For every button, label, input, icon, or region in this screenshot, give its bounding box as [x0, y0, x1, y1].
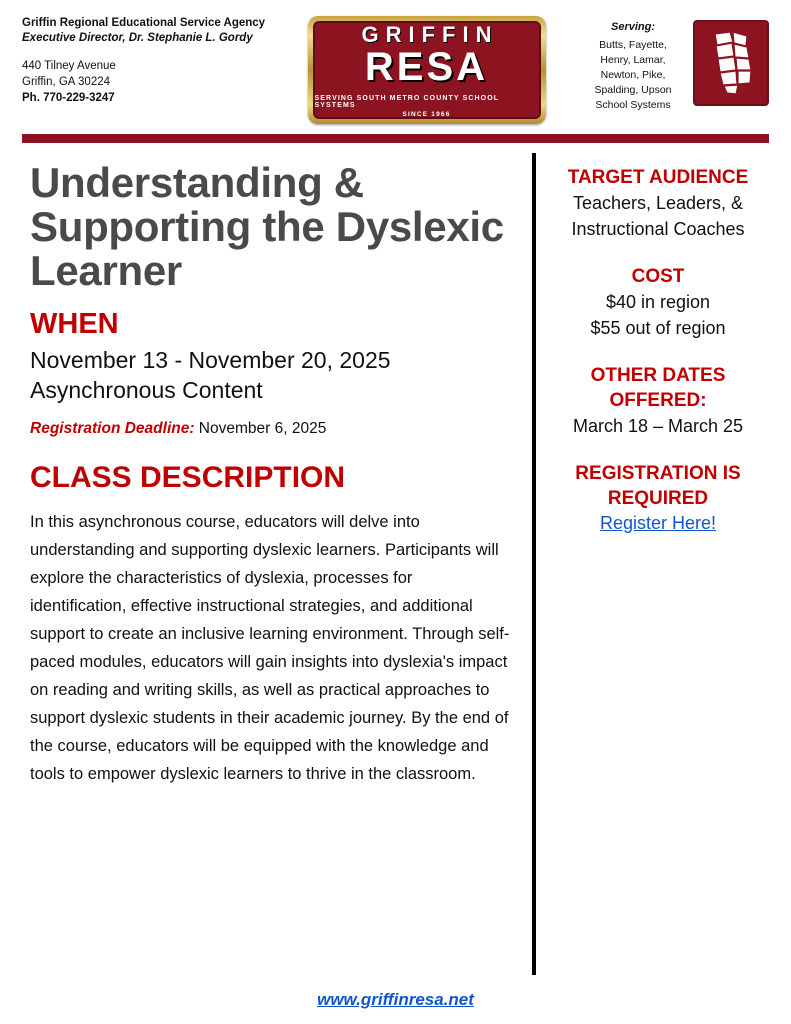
- serving-line: Butts, Fayette,: [599, 39, 667, 51]
- phone-number: Ph. 770-229-3247: [22, 92, 115, 104]
- page-header: [0, 0, 791, 130]
- logo-since-text: SINCE 1966: [402, 110, 451, 118]
- target-audience-text: Teachers, Leaders, & Instructional Coaches: [571, 193, 745, 239]
- logo-inner: [313, 21, 541, 119]
- cost-in-region: $40 in region: [605, 292, 711, 312]
- cost-out-of-region: $55 out of region: [590, 318, 726, 338]
- executive-director: Executive Director, Dr. Stephanie L. Gordy: [22, 32, 253, 44]
- page-footer: [0, 990, 791, 1010]
- registration-deadline: [30, 419, 511, 439]
- class-description-body: In this asynchronous course, educators will delve into understanding and supporting dyslexic learners. Participants will explore the characteristics of dyslexia, processes for identification, effective instructional strategies, and additional support to create an inclusive learning environment. Through self-paced modules, educators will gain insights into dyslexia's impact on reading and writing skills, as well as practical approaches to support dyslexic students in their academic journey. By the end of the course, educators will be equipped with the knowledge and tools to empower dyslexic learners to thrive in the classroom.: [30, 513, 510, 784]
- county-map-icon: [693, 20, 769, 106]
- registration-deadline-label: Registration Deadline:: [30, 420, 195, 438]
- logo-tagline: SERVING SOUTH METRO COUNTY SCHOOL SYSTEMS: [314, 94, 499, 109]
- cost-heading: COST: [631, 266, 685, 287]
- vertical-divider: [527, 143, 541, 975]
- other-dates-block: [551, 363, 765, 439]
- serving-line: Newton, Pike,: [600, 69, 666, 81]
- griffin-resa-logo: [308, 16, 546, 124]
- address-line-1: 440 Tilney Avenue: [22, 60, 116, 72]
- logo-griffin-text: GRIFFIN: [361, 21, 499, 47]
- website-link[interactable]: www.griffinresa.net: [317, 990, 474, 1009]
- when-format: Asynchronous Content: [30, 377, 263, 404]
- serving-list: [581, 20, 685, 113]
- other-dates-text: March 18 – March 25: [572, 416, 744, 436]
- registration-deadline-value: November 6, 2025: [194, 420, 327, 438]
- other-dates-heading: OTHER DATES OFFERED:: [590, 365, 726, 411]
- registration-block: [551, 461, 765, 534]
- agency-name: Griffin Regional Educational Service Agency: [22, 17, 266, 29]
- register-here-link[interactable]: Register Here!: [599, 513, 717, 533]
- target-audience-block: [551, 165, 765, 242]
- main-column: [22, 143, 527, 975]
- header-red-rule: [22, 134, 769, 143]
- registration-heading: REGISTRATION IS REQUIRED: [575, 463, 741, 509]
- agency-info-block: [22, 10, 272, 106]
- when-heading: WHEN: [30, 308, 119, 341]
- serving-line: Spalding, Upson: [594, 84, 672, 96]
- logo-resa-text: RESA: [364, 44, 489, 89]
- page-title: Understanding & Supporting the Dyslexic Learner: [30, 159, 504, 295]
- target-audience-heading: TARGET AUDIENCE: [567, 167, 749, 188]
- address-line-2: Griffin, GA 30224: [22, 76, 111, 88]
- sidebar-column: [541, 143, 769, 975]
- flyer-body: [0, 143, 791, 975]
- when-dates: November 13 - November 20, 2025: [30, 347, 391, 374]
- class-description-heading: CLASS DESCRIPTION: [30, 461, 346, 495]
- serving-line: Henry, Lamar,: [600, 54, 666, 66]
- serving-region-block: [581, 10, 769, 113]
- serving-line: School Systems: [595, 99, 671, 111]
- serving-title: Serving:: [610, 21, 655, 33]
- cost-block: [551, 264, 765, 341]
